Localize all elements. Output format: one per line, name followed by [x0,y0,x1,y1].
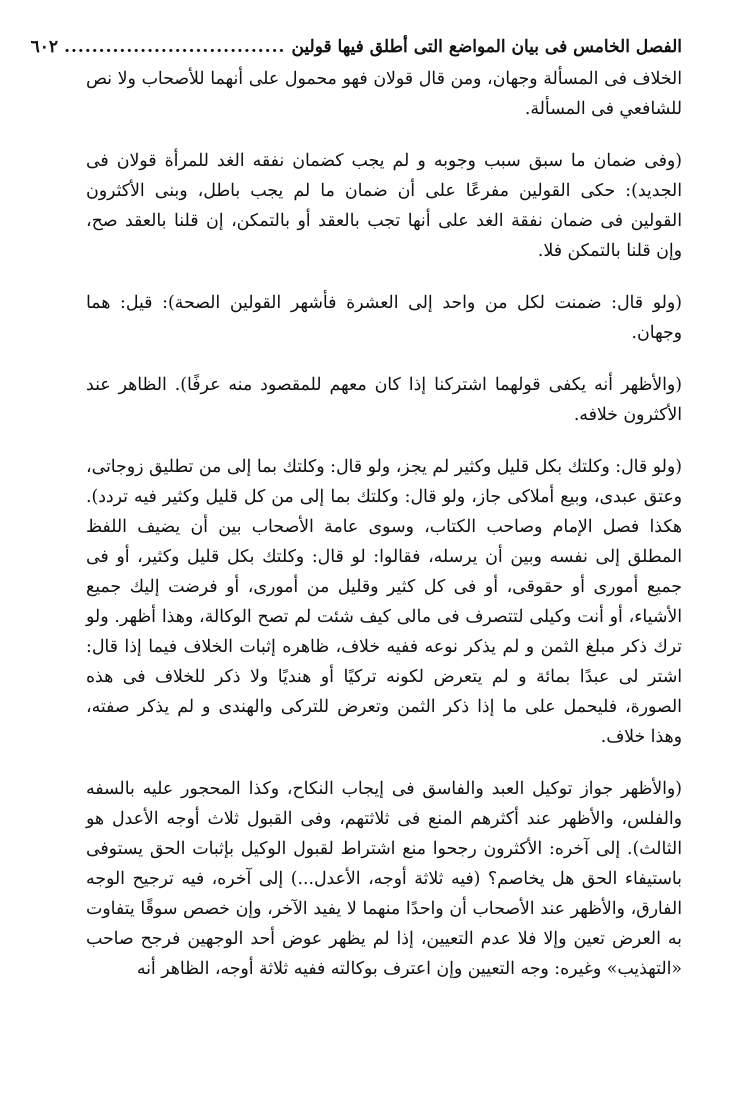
page-number: ٦٠٢ [30,37,59,57]
paragraph: (ولو قال: وكلتك بكل قليل وكثير لم يجز، ولو قال: وكلتك بما إلى من تطليق زوجاتى، وعتق عبدى، وبيع أملاكى جاز، ولو قال: وكلتك بما إلى من كل قليل وكثير فيه تردد). هكذا فصل الإمام وصاحب الكتاب، وسوى عامة الأصحاب بين أن يضيف اللفظ المطلق إلى نفسه وبين أن يرسله، فقالوا: لو قال: وكلتك بكل قليل وكثير، أو فى جميع أمورى أو حقوقى، أو فى كل كثير وقليل من أمورى، أو فرضت إليك جميع الأشياء، أو أنت وكيلى لتتصرف فى مالى كيف شئت لم تصح الوكالة، وهذا أظهر. ولو ترك ذكر مبلغ الثمن و لم يذكر نوعه ففيه خلاف، ظاهره إثبات الخلاف فيما إذا قال: اشتر لى عبدًا بمائة و لم يتعرض لكونه تركيًا أو هنديًا ولا ذكر للخلاف فى هذه الصورة، فليحمل على ما إذا ذكر الثمن وتعرض للتركى والهندى و لم يذكر صفته، وهذا خلاف. [86,457,682,747]
paragraph: (ولو قال: ضمنت لكل من واحد إلى العشرة فأشهر القولين الصحة): قيل: هما وجهان. [86,293,682,343]
paragraph: (والأظهر جواز توكيل العبد والفاسق فى إيجاب النكاح، وكذا المحجور عليه بالسفه والفلس، والأظهر عند أكثرهم المنع فى ثلاثتهم، وفى القبول ثلاث أوجه الأعدل هو الثالث). إلى آخره: الأكثرون رجحوا منع اشتراط لقبول الوكيل بإثبات الحق يستوفى باستيفاء الحق هل يخاصم؟ (فيه ثلاثة أوجه، الأعدل...) إلى آخره، فيه ترجيح الوجه الفارق، والأظهر عند الأصحاب أن واحدًا منهما لا يفيد الآخر، وإن خصص سوقًا يتفاوت به العرض تعين وإلا فلا عدم التعيين، إذا لم يظهر عوض أحد الوجهين فرجح صاحب «التهذيب» وغيره: وجه التعيين وإن اعترف بوكالته ففيه ثلاثة أوجه، الظاهر أنه [86,779,682,979]
header-dot-leader: ................................ [64,37,286,57]
paragraph: (والأظهر أنه يكفى قولهما اشتركنا إذا كان معهم للمقصود منه عرفًا). الظاهر عند الأكثرون خلافه. [86,375,682,425]
chapter-title: الفصل الخامس فى بيان المواضع التى أطلق فيها قولين [291,37,682,57]
paragraph: (وفى ضمان ما سبق سبب وجوبه و لم يجب كضمان نفقه الغد للمرأة قولان فى الجديد): حكى القولين مفرعًا على أن ضمان ما لم يجب باطل، وبنى الأكثرون القولين فى ضمان نفقة الغد على أنها تجب بالعقد أو بالتمكن، إن قلنا بالعقد صح، وإن قلنا بالتمكن فلا. [86,151,682,261]
paragraph: الخلاف فى المسألة وجهان، ومن قال قولان فهو محمول على أنهما للأصحاب ولا نص للشافعي فى المسألة. [86,69,682,119]
running-header [30,30,682,64]
page-body [86,64,682,984]
